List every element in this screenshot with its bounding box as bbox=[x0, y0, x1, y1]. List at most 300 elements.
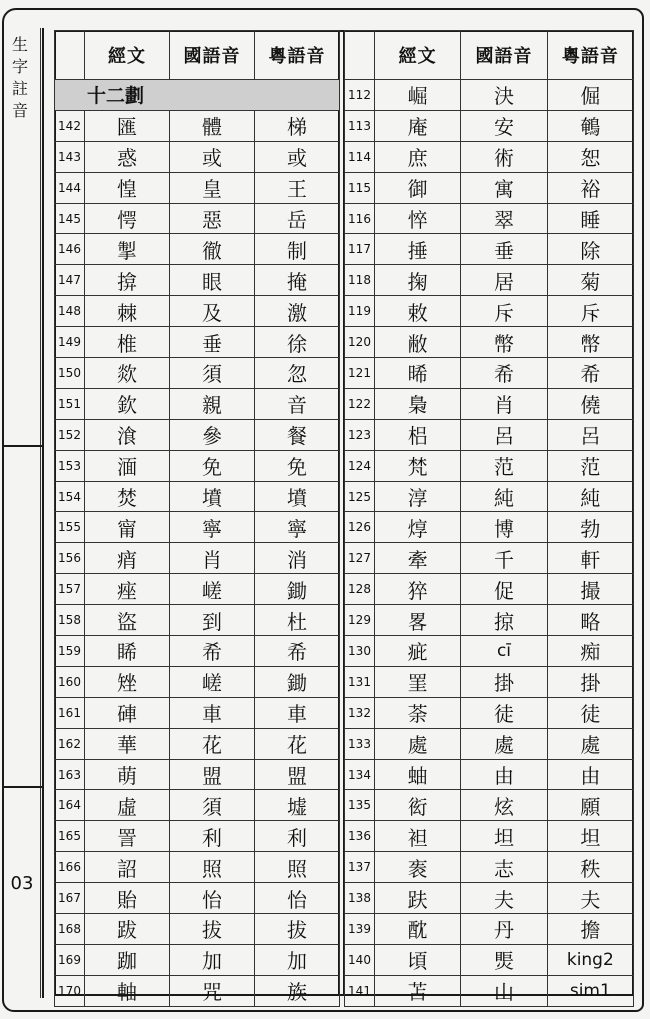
header-mandarin: 國語音 bbox=[170, 31, 255, 80]
table-row bbox=[345, 265, 634, 296]
cantonese-sound: 願 bbox=[547, 790, 633, 821]
mandarin-sound: 炫 bbox=[461, 790, 547, 821]
row-number: 149 bbox=[55, 327, 85, 358]
row-number: 117 bbox=[345, 234, 375, 265]
cantonese-sound: 怡 bbox=[255, 883, 340, 914]
header-scripture: 經文 bbox=[85, 31, 170, 80]
table-row bbox=[345, 975, 634, 1006]
header-cantonese: 粵語音 bbox=[547, 31, 633, 80]
row-number: 157 bbox=[55, 574, 85, 605]
table-row bbox=[55, 296, 340, 327]
row-number: 159 bbox=[55, 636, 85, 667]
mandarin-sound: 照 bbox=[170, 852, 255, 883]
row-number: 160 bbox=[55, 666, 85, 697]
row-number: 162 bbox=[55, 728, 85, 759]
table-row bbox=[55, 234, 340, 265]
cantonese-sound: 加 bbox=[255, 944, 340, 975]
cantonese-sound: sim1 bbox=[547, 975, 633, 1006]
row-number: 119 bbox=[345, 296, 375, 327]
table-row bbox=[345, 80, 634, 111]
row-number: 146 bbox=[55, 234, 85, 265]
table-row bbox=[55, 883, 340, 914]
row-number: 140 bbox=[345, 944, 375, 975]
row-number: 165 bbox=[55, 821, 85, 852]
cantonese-sound: 盟 bbox=[255, 759, 340, 790]
scripture-char: 晞 bbox=[375, 358, 461, 389]
mandarin-sound: 怡 bbox=[170, 883, 255, 914]
cantonese-sound: 車 bbox=[255, 697, 340, 728]
row-number: 131 bbox=[345, 666, 375, 697]
mandarin-sound: 由 bbox=[461, 759, 547, 790]
table-row bbox=[55, 265, 340, 296]
row-number: 152 bbox=[55, 419, 85, 450]
mandarin-sound: 眼 bbox=[170, 265, 255, 296]
scripture-char: 虛 bbox=[85, 790, 170, 821]
cantonese-sound: king2 bbox=[547, 944, 633, 975]
cantonese-sound: 擔 bbox=[547, 914, 633, 945]
scripture-char: 痟 bbox=[85, 543, 170, 574]
table-row bbox=[345, 110, 634, 141]
table-row bbox=[345, 574, 634, 605]
mandarin-sound: 徒 bbox=[461, 697, 547, 728]
table-row bbox=[345, 481, 634, 512]
scripture-char: 詈 bbox=[85, 821, 170, 852]
scripture-char: 愕 bbox=[85, 203, 170, 234]
row-number: 123 bbox=[345, 419, 375, 450]
table-row bbox=[55, 512, 340, 543]
side-tab bbox=[4, 28, 44, 998]
cantonese-sound: 勃 bbox=[547, 512, 633, 543]
page-number: 03 bbox=[10, 873, 34, 894]
header-scripture: 經文 bbox=[375, 31, 461, 80]
scripture-char: 荼 bbox=[375, 697, 461, 728]
row-number: 121 bbox=[345, 358, 375, 389]
cantonese-sound: 僥 bbox=[547, 388, 633, 419]
table-row bbox=[345, 450, 634, 481]
scripture-char: 御 bbox=[375, 172, 461, 203]
scripture-char: 棘 bbox=[85, 296, 170, 327]
row-number: 137 bbox=[345, 852, 375, 883]
cantonese-sound: 純 bbox=[547, 481, 633, 512]
table-row bbox=[55, 790, 340, 821]
row-number: 141 bbox=[345, 975, 375, 1006]
table-row bbox=[345, 512, 634, 543]
cantonese-sound: 花 bbox=[255, 728, 340, 759]
mandarin-sound: 掛 bbox=[461, 666, 547, 697]
mandarin-sound: 㷡 bbox=[461, 944, 547, 975]
mandarin-sound: 居 bbox=[461, 265, 547, 296]
mandarin-sound: 咒 bbox=[170, 975, 255, 1006]
cantonese-sound: 倔 bbox=[547, 80, 633, 111]
row-number: 143 bbox=[55, 141, 85, 172]
mandarin-sound: 千 bbox=[461, 543, 547, 574]
table-row bbox=[345, 234, 634, 265]
cantonese-sound: 菊 bbox=[547, 265, 633, 296]
scripture-char: 焞 bbox=[375, 512, 461, 543]
table-row bbox=[345, 697, 634, 728]
left-table-half bbox=[54, 30, 340, 1005]
row-number: 168 bbox=[55, 914, 85, 945]
row-number: 161 bbox=[55, 697, 85, 728]
left-table-body bbox=[55, 80, 340, 1007]
scripture-char: 蚰 bbox=[375, 759, 461, 790]
section-label-stroke-count: 十二劃 bbox=[55, 80, 340, 111]
table-row bbox=[55, 975, 340, 1006]
header-mandarin: 國語音 bbox=[461, 31, 547, 80]
row-number: 170 bbox=[55, 975, 85, 1006]
mandarin-sound: 掠 bbox=[461, 605, 547, 636]
cantonese-sound: 秩 bbox=[547, 852, 633, 883]
row-number: 145 bbox=[55, 203, 85, 234]
scripture-char: 惑 bbox=[85, 141, 170, 172]
table-row bbox=[345, 327, 634, 358]
table-row bbox=[55, 666, 340, 697]
row-number: 118 bbox=[345, 265, 375, 296]
scripture-char: 欽 bbox=[85, 388, 170, 419]
cantonese-sound: 恕 bbox=[547, 141, 633, 172]
side-tab-separator bbox=[4, 786, 42, 788]
scripture-char: 崛 bbox=[375, 80, 461, 111]
cantonese-sound: 由 bbox=[547, 759, 633, 790]
scripture-char: 牽 bbox=[375, 543, 461, 574]
mandarin-sound: 術 bbox=[461, 141, 547, 172]
cantonese-sound: 希 bbox=[547, 358, 633, 389]
cantonese-sound: 掩 bbox=[255, 265, 340, 296]
row-number: 158 bbox=[55, 605, 85, 636]
scripture-char: 椎 bbox=[85, 327, 170, 358]
scripture-char: 華 bbox=[85, 728, 170, 759]
mandarin-sound: 呂 bbox=[461, 419, 547, 450]
row-number: 128 bbox=[345, 574, 375, 605]
mandarin-sound: 范 bbox=[461, 450, 547, 481]
scripture-char: 袠 bbox=[375, 852, 461, 883]
cantonese-sound: 拔 bbox=[255, 914, 340, 945]
mandarin-sound: 須 bbox=[170, 790, 255, 821]
mandarin-sound: 夫 bbox=[461, 883, 547, 914]
mandarin-sound: 嵯 bbox=[170, 574, 255, 605]
mandarin-sound: 幣 bbox=[461, 327, 547, 358]
mandarin-sound: 須 bbox=[170, 358, 255, 389]
mandarin-sound: 免 bbox=[170, 450, 255, 481]
table-header-row bbox=[55, 31, 340, 80]
scripture-char: 跏 bbox=[85, 944, 170, 975]
cantonese-sound: 軒 bbox=[547, 543, 633, 574]
scripture-char: 捶 bbox=[375, 234, 461, 265]
table-row bbox=[345, 203, 634, 234]
header-number bbox=[55, 31, 85, 80]
scripture-char: 畧 bbox=[375, 605, 461, 636]
cantonese-sound: 餐 bbox=[255, 419, 340, 450]
scripture-char: 萌 bbox=[85, 759, 170, 790]
mandarin-sound: 山 bbox=[461, 975, 547, 1006]
row-number: 129 bbox=[345, 605, 375, 636]
cantonese-sound: 鵪 bbox=[547, 110, 633, 141]
scripture-char: 梟 bbox=[375, 388, 461, 419]
row-number: 116 bbox=[345, 203, 375, 234]
scripture-char: 趺 bbox=[375, 883, 461, 914]
cantonese-sound: 幣 bbox=[547, 327, 633, 358]
right-table-half bbox=[344, 30, 634, 1005]
row-number: 122 bbox=[345, 388, 375, 419]
scripture-char: 揜 bbox=[85, 265, 170, 296]
row-number: 135 bbox=[345, 790, 375, 821]
mandarin-sound: 嵯 bbox=[170, 666, 255, 697]
mandarin-sound: 希 bbox=[461, 358, 547, 389]
mandarin-sound: 肖 bbox=[461, 388, 547, 419]
mandarin-sound: 肖 bbox=[170, 543, 255, 574]
table-row bbox=[55, 172, 340, 203]
scripture-char: 梠 bbox=[375, 419, 461, 450]
mandarin-sound: 寓 bbox=[461, 172, 547, 203]
table-row bbox=[55, 141, 340, 172]
table-row bbox=[345, 852, 634, 883]
table-row bbox=[55, 944, 340, 975]
section-title bbox=[10, 34, 30, 122]
cantonese-sound: 族 bbox=[255, 975, 340, 1006]
scripture-char: 苫 bbox=[375, 975, 461, 1006]
cantonese-sound: 徐 bbox=[255, 327, 340, 358]
row-number: 114 bbox=[345, 141, 375, 172]
table-row bbox=[345, 883, 634, 914]
mandarin-sound: 安 bbox=[461, 110, 547, 141]
left-table bbox=[54, 30, 340, 1007]
cantonese-sound: 鋤 bbox=[255, 666, 340, 697]
scripture-char: 猝 bbox=[375, 574, 461, 605]
row-number: 112 bbox=[345, 80, 375, 111]
mandarin-sound: 親 bbox=[170, 388, 255, 419]
scripture-char: 跋 bbox=[85, 914, 170, 945]
scripture-char: 罣 bbox=[375, 666, 461, 697]
section-title-char: 字 bbox=[11, 57, 28, 76]
scripture-char: 掬 bbox=[375, 265, 461, 296]
table-row bbox=[345, 944, 634, 975]
mandarin-sound: 拔 bbox=[170, 914, 255, 945]
mandarin-sound: 或 bbox=[170, 141, 255, 172]
table-row bbox=[55, 110, 340, 141]
scripture-char: 貽 bbox=[85, 883, 170, 914]
side-tab-separator bbox=[4, 445, 42, 447]
table-row bbox=[345, 914, 634, 945]
cantonese-sound: 徒 bbox=[547, 697, 633, 728]
mandarin-sound: 到 bbox=[170, 605, 255, 636]
table-row bbox=[55, 728, 340, 759]
table-row bbox=[345, 172, 634, 203]
row-number: 155 bbox=[55, 512, 85, 543]
row-number: 130 bbox=[345, 636, 375, 667]
mandarin-sound: 丹 bbox=[461, 914, 547, 945]
scripture-char: 甯 bbox=[85, 512, 170, 543]
cantonese-sound: 希 bbox=[255, 636, 340, 667]
mandarin-sound: 徹 bbox=[170, 234, 255, 265]
row-number: 156 bbox=[55, 543, 85, 574]
mandarin-sound: 促 bbox=[461, 574, 547, 605]
row-number: 127 bbox=[345, 543, 375, 574]
table-row bbox=[55, 543, 340, 574]
mandarin-sound: 決 bbox=[461, 80, 547, 111]
scripture-char: 頃 bbox=[375, 944, 461, 975]
scripture-char: 詔 bbox=[85, 852, 170, 883]
scripture-char: 湎 bbox=[85, 450, 170, 481]
table-row bbox=[345, 543, 634, 574]
section-title-char: 生 bbox=[11, 35, 28, 54]
mandarin-sound: 志 bbox=[461, 852, 547, 883]
scripture-char: 睎 bbox=[85, 636, 170, 667]
row-number: 138 bbox=[345, 883, 375, 914]
cantonese-sound: 掛 bbox=[547, 666, 633, 697]
row-number: 134 bbox=[345, 759, 375, 790]
table-row bbox=[345, 296, 634, 327]
scripture-char: 焚 bbox=[85, 481, 170, 512]
mandarin-sound: 純 bbox=[461, 481, 547, 512]
row-number: 150 bbox=[55, 358, 85, 389]
mandarin-sound: 及 bbox=[170, 296, 255, 327]
cantonese-sound: 免 bbox=[255, 450, 340, 481]
table-row bbox=[345, 605, 634, 636]
row-number: 115 bbox=[345, 172, 375, 203]
mandarin-sound: 墳 bbox=[170, 481, 255, 512]
row-number: 153 bbox=[55, 450, 85, 481]
scripture-char: 軸 bbox=[85, 975, 170, 1006]
mandarin-sound: 盟 bbox=[170, 759, 255, 790]
cantonese-sound: 消 bbox=[255, 543, 340, 574]
mandarin-sound: 惡 bbox=[170, 203, 255, 234]
mandarin-sound: 垂 bbox=[170, 327, 255, 358]
scripture-char: 疵 bbox=[375, 636, 461, 667]
side-tab-rule bbox=[40, 28, 47, 998]
table-row bbox=[55, 419, 340, 450]
cantonese-sound: 利 bbox=[255, 821, 340, 852]
cantonese-sound: 裕 bbox=[547, 172, 633, 203]
table-row bbox=[55, 605, 340, 636]
mandarin-sound: 花 bbox=[170, 728, 255, 759]
section-row bbox=[55, 80, 340, 111]
row-number: 144 bbox=[55, 172, 85, 203]
scripture-char: 湌 bbox=[85, 419, 170, 450]
row-number: 120 bbox=[345, 327, 375, 358]
row-number: 167 bbox=[55, 883, 85, 914]
table-row bbox=[55, 759, 340, 790]
cantonese-sound: 呂 bbox=[547, 419, 633, 450]
scripture-char: 硨 bbox=[85, 697, 170, 728]
table-row bbox=[345, 790, 634, 821]
row-number: 154 bbox=[55, 481, 85, 512]
mandarin-sound: 寧 bbox=[170, 512, 255, 543]
cantonese-sound: 寧 bbox=[255, 512, 340, 543]
table-row bbox=[55, 327, 340, 358]
table-row bbox=[345, 636, 634, 667]
row-number: 148 bbox=[55, 296, 85, 327]
table-row bbox=[345, 388, 634, 419]
table-row bbox=[345, 419, 634, 450]
row-number: 132 bbox=[345, 697, 375, 728]
mandarin-sound: 博 bbox=[461, 512, 547, 543]
cantonese-sound: 范 bbox=[547, 450, 633, 481]
cantonese-sound: 鋤 bbox=[255, 574, 340, 605]
mandarin-sound: 處 bbox=[461, 728, 547, 759]
cantonese-sound: 睡 bbox=[547, 203, 633, 234]
cantonese-sound: 忽 bbox=[255, 358, 340, 389]
scripture-char: 庶 bbox=[375, 141, 461, 172]
table-row bbox=[345, 141, 634, 172]
mandarin-sound: 翠 bbox=[461, 203, 547, 234]
table-row bbox=[55, 203, 340, 234]
row-number: 125 bbox=[345, 481, 375, 512]
right-table bbox=[344, 30, 634, 1007]
table-row bbox=[345, 358, 634, 389]
scripture-char: 袒 bbox=[375, 821, 461, 852]
scripture-char: 酖 bbox=[375, 914, 461, 945]
cantonese-sound: 照 bbox=[255, 852, 340, 883]
cantonese-sound: 或 bbox=[255, 141, 340, 172]
scripture-char: 庵 bbox=[375, 110, 461, 141]
scripture-char: 悴 bbox=[375, 203, 461, 234]
cantonese-sound: 斥 bbox=[547, 296, 633, 327]
table-row bbox=[55, 914, 340, 945]
table-row bbox=[55, 821, 340, 852]
cantonese-sound: 制 bbox=[255, 234, 340, 265]
cantonese-sound: 音 bbox=[255, 388, 340, 419]
row-number: 124 bbox=[345, 450, 375, 481]
row-number: 142 bbox=[55, 110, 85, 141]
cantonese-sound: 夫 bbox=[547, 883, 633, 914]
table-row bbox=[55, 574, 340, 605]
table-row bbox=[345, 759, 634, 790]
section-title-char: 音 bbox=[11, 101, 28, 120]
row-number: 151 bbox=[55, 388, 85, 419]
mandarin-sound: 垂 bbox=[461, 234, 547, 265]
table-row bbox=[55, 450, 340, 481]
scripture-char: 盜 bbox=[85, 605, 170, 636]
table-row bbox=[55, 388, 340, 419]
cantonese-sound: 岳 bbox=[255, 203, 340, 234]
cantonese-sound: 坦 bbox=[547, 821, 633, 852]
scripture-char: 淳 bbox=[375, 481, 461, 512]
row-number: 133 bbox=[345, 728, 375, 759]
cantonese-sound: 痴 bbox=[547, 636, 633, 667]
mandarin-sound: 車 bbox=[170, 697, 255, 728]
scripture-char: 梵 bbox=[375, 450, 461, 481]
table-row bbox=[345, 821, 634, 852]
row-number: 136 bbox=[345, 821, 375, 852]
mandarin-sound: 斥 bbox=[461, 296, 547, 327]
scripture-char: 處 bbox=[375, 728, 461, 759]
mandarin-sound: cī bbox=[461, 636, 547, 667]
cantonese-sound: 除 bbox=[547, 234, 633, 265]
row-number: 126 bbox=[345, 512, 375, 543]
mandarin-sound: 利 bbox=[170, 821, 255, 852]
scripture-char: 惶 bbox=[85, 172, 170, 203]
mandarin-sound: 希 bbox=[170, 636, 255, 667]
table-header-row bbox=[345, 31, 634, 80]
cantonese-sound: 墟 bbox=[255, 790, 340, 821]
scripture-char: 敕 bbox=[375, 296, 461, 327]
mandarin-sound: 體 bbox=[170, 110, 255, 141]
mandarin-sound: 參 bbox=[170, 419, 255, 450]
cantonese-sound: 略 bbox=[547, 605, 633, 636]
header-cantonese: 粵語音 bbox=[255, 31, 340, 80]
scripture-char: 匯 bbox=[85, 110, 170, 141]
cantonese-sound: 處 bbox=[547, 728, 633, 759]
mandarin-sound: 加 bbox=[170, 944, 255, 975]
scripture-char: 痤 bbox=[85, 574, 170, 605]
section-title-char: 註 bbox=[11, 79, 28, 98]
cantonese-sound: 梯 bbox=[255, 110, 340, 141]
cantonese-sound: 墳 bbox=[255, 481, 340, 512]
row-number: 163 bbox=[55, 759, 85, 790]
scripture-char: 掣 bbox=[85, 234, 170, 265]
cantonese-sound: 王 bbox=[255, 172, 340, 203]
scripture-char: 矬 bbox=[85, 666, 170, 697]
